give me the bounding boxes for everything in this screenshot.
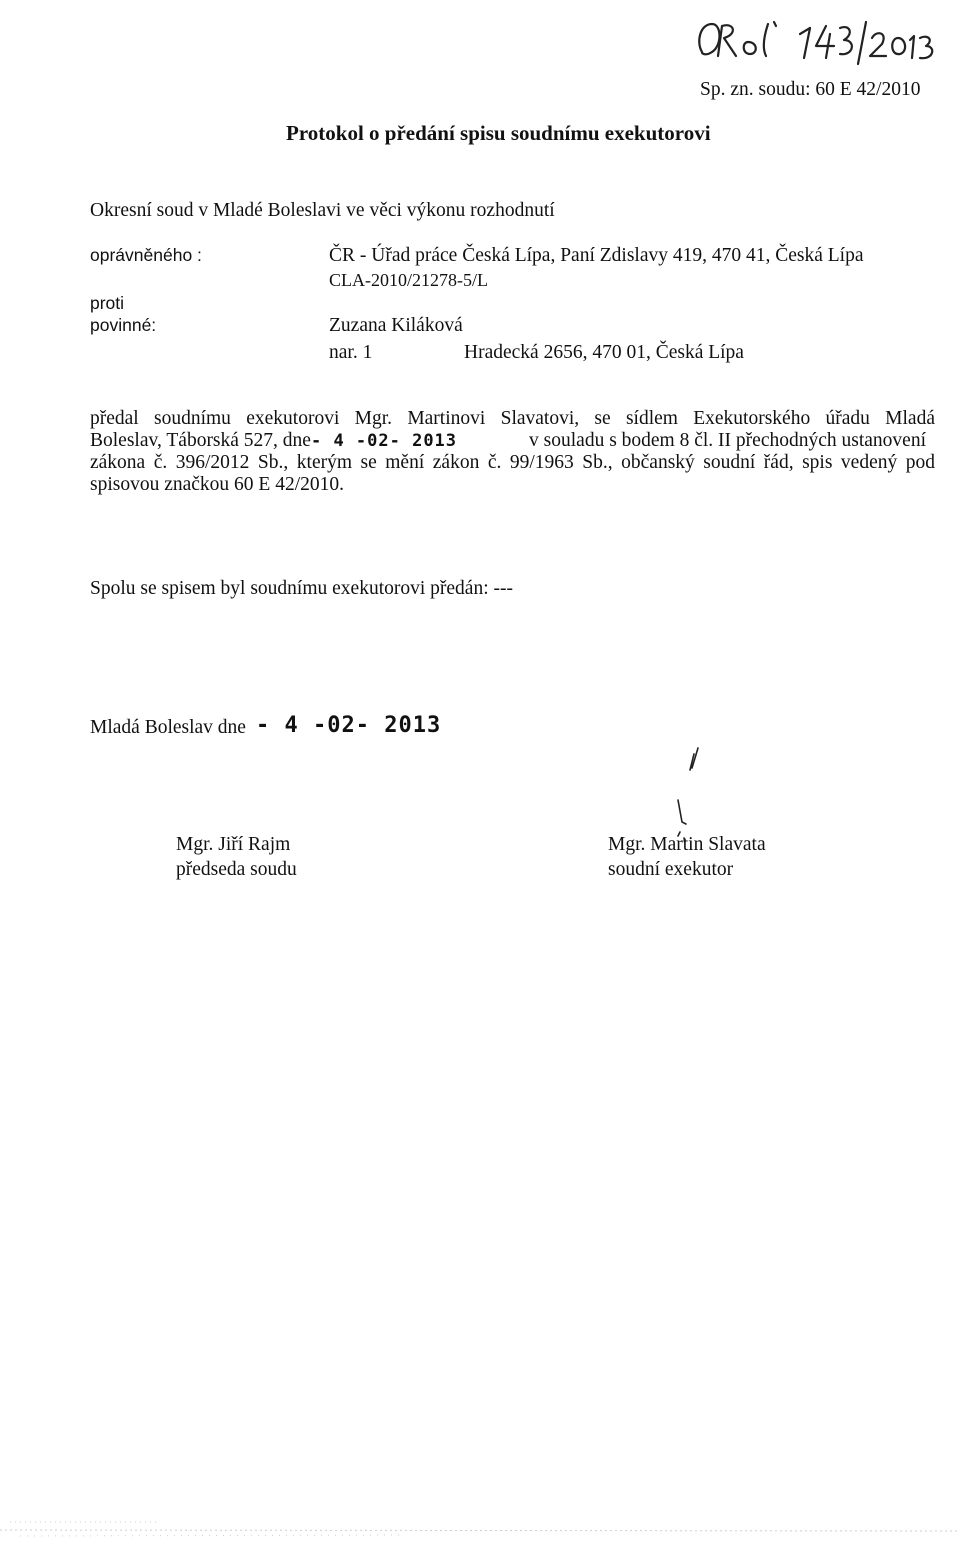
- obliged-address: Hradecká 2656, 470 01, Česká Lípa: [464, 342, 744, 363]
- date-stamp: - 4 -02- 2013: [256, 713, 442, 738]
- body-line-3: zákona č. 396/2012 Sb., kterým se mění zákon č. 99/1963 Sb., občanský soudní řád, spis vedený pod: [90, 452, 935, 473]
- signer-left-name: Mgr. Jiří Rajm: [176, 834, 291, 855]
- obliged-label: povinné:: [90, 315, 157, 335]
- document-title: Protokol o předání spisu soudnímu exekutorovi: [286, 121, 711, 145]
- scan-artifact: [0, 1510, 960, 1540]
- entitled-name: ČR - Úřad práce Česká Lípa, Paní Zdislavy 419, 470 41, Česká Lípa: [329, 245, 864, 266]
- against-label: proti: [90, 293, 125, 313]
- signer-right-name: Mgr. Martin Slavata: [608, 834, 766, 855]
- body-line-1: předal soudnímu exekutorovi Mgr. Martinovi Slavatovi, se sídlem Exekutorského úřadu Mladá: [90, 408, 935, 429]
- case-number: Sp. zn. soudu: 60 E 42/2010: [700, 79, 921, 100]
- handwritten-reference: [692, 12, 942, 72]
- obliged-birth: nar. 1: [329, 342, 373, 363]
- place-date-label: Mladá Boleslav dne: [90, 717, 246, 738]
- entitled-reference: CLA-2010/21278-5/L: [329, 270, 488, 290]
- handed-over-line: Spolu se spisem byl soudnímu exekutorovi předán: ---: [90, 578, 513, 599]
- body-line-2: [90, 430, 935, 452]
- body-paragraph: [90, 408, 935, 496]
- obliged-name: Zuzana Kiláková: [329, 315, 463, 336]
- signer-left-role: předseda soudu: [176, 859, 297, 880]
- body-line-4: spisovou značkou 60 E 42/2010.: [90, 474, 345, 495]
- court-line: Okresní soud v Mladé Boleslavi ve věci výkonu rozhodnutí: [90, 200, 555, 221]
- date-stamp-inline: - 4 -02- 2013: [310, 431, 458, 451]
- signer-right-role: soudní exekutor: [608, 859, 734, 880]
- entitled-label: oprávněného :: [90, 245, 202, 265]
- body-line-2-end: v souladu s bodem 8 čl. II přechodných ustanovení: [529, 430, 926, 451]
- body-line-2-start: Boleslav, Táborská 527, dne: [90, 430, 311, 451]
